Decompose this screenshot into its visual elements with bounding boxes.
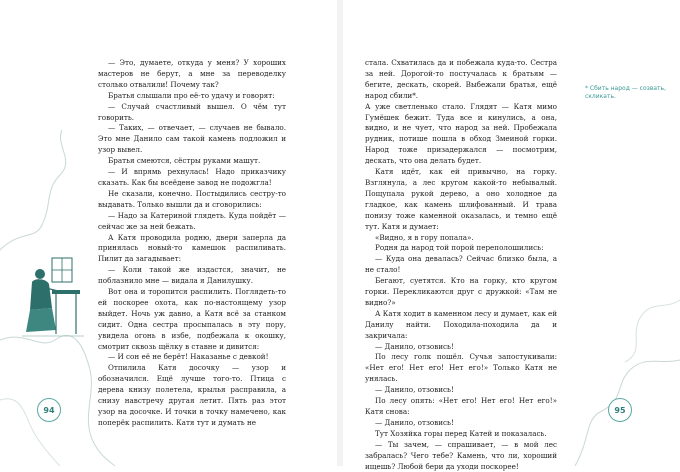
paragraph: — И впрямь рехнулась! Надо приказчику сказать. Как бы всеёдене завод не подожгла! <box>98 167 286 187</box>
paragraph: — Данило, отзовись! <box>375 385 454 395</box>
paragraph: Братья слышали про её-то удачу и говорят: <box>108 90 275 100</box>
paragraph: Родня да народ той порой переполошились: <box>375 243 544 253</box>
paragraph: — Надо за Катериной глядеть. Куда пойдёт — сейчас же за ней бежать. <box>98 210 286 231</box>
paragraph: — Данило, отзовись! <box>375 417 454 427</box>
paragraph: Не сказали, конечно. Постыдились сестру-то выдавать. Только вышли да и сговорились: <box>98 188 286 209</box>
paragraph: Братья смеются, сёстры руками машут. <box>108 156 261 166</box>
paragraph: Бегают, суетятся. Кто на горку, кто кругом горки. Перекликаются друг с дружкой: «Там не видно?» <box>365 276 557 307</box>
footnote-margin-note: * Сбить народ — созвать, скликать. <box>585 85 666 100</box>
paragraph: — Куда она девалась? Сейчас близко была, а не стало! <box>365 254 557 275</box>
paragraph: Вот она и торопится распилить. Поглядеть-то ей поскорее охота, как по-настоящему узор выйдет. Ночь уж давно, а Катя всё за станком сидит. Одна сестра просыпалась в эту пору, увидела огонь в избе, подбежала к окошку, смотрит сквозь щёлку в ставне и дивится: <box>98 287 286 351</box>
woman-at-stone-cutting-bench-illustration <box>22 238 84 346</box>
paragraph: По лесу голк пошёл. Сучья запостукивали: «Нет его! Нет его! Нет его!» Только Катя не унялась. <box>365 352 557 384</box>
gutter-shadow <box>337 0 343 466</box>
right-text-column <box>365 58 557 472</box>
left-wave-line-outer <box>0 130 66 250</box>
paragraph: — Данило, отзовись! <box>375 341 454 351</box>
paragraph: «Видно, я в гору попала». <box>375 232 474 242</box>
paragraph: Тут Хозяйка горы перед Катей и показалась. <box>375 428 547 438</box>
paragraph: — Это, думаете, откуда у меня? У хороших мастеров не берут, а мне за переводелку столько отвалили! Почему так? <box>98 58 286 89</box>
paragraph: — Коли такой же издастся, значит, не поблазнило мне — видала я Данилушку. <box>98 265 286 286</box>
paragraph: А уже светленько стало. Глядят — Катя мимо Гумёшек бежит. Туда все и кинулись, а она, видно, и не чует, что народ за ней. Пробежала рудник, потише пошла в обход Змеиной горки. Народ тоже призадержался — посмотрим, дескать, что она делать будет. <box>365 101 557 166</box>
left-text-column <box>98 58 286 429</box>
paragraph: А Катя проводила родню, двери заперла да принялась новый-то камешок распиливать. Пилит да загадывает: <box>98 232 286 264</box>
paragraph: — И сон её не берёт! Наказанье с девкой! <box>108 352 269 362</box>
paragraph: Катя идёт, как ей привычно, на горку. Взглянула, а лес кругом какой-то небывалый. Пощупала рукой дерево, а оно холодное да гладкое, как камень шлифованный. И трава понизу тоже каменной оказалась, и темно ещё тут. Катя и думает: <box>365 167 557 231</box>
paragraph: Отпилила Катя досочку — узор и обозначился. Ещё лучше того-то. Птица с дерева книзу полетела, крылья расправила, а снизу навстречу другая летит. Пять раз этот узор на досочке. И точки в точку намечено, как поперёк распилить. Катя тут и думать не <box>98 363 286 427</box>
paragraph: — Таких, — отвечает, — случаев не бывало. Это мне Данило сам такой камень подложил и узор вывел. <box>98 123 286 155</box>
paragraph: — Ты зачем, — спрашивает, — в мой лес забралась? Чего тебе? Камень, что ли, хороший ищешь? Любой бери да уходи поскорее! <box>365 439 557 471</box>
right-wave-line-inner <box>625 300 680 362</box>
paragraph: стала. Схватилась да и побежала куда-то. Сестра за ней. Дорогой-то постучалась к братьям — бегите, дескать, скорей. Выбежали братья, ещё народ сбили*. <box>365 58 557 100</box>
page-number-right: 95 <box>608 398 632 422</box>
paragraph: А Катя ходит в каменном лесу и думает, как ей Данилу найти. Походила-походила да и закричала: <box>365 308 557 340</box>
page-number-left: 94 <box>37 398 61 422</box>
paragraph: — Случай счастливый вышел. О чём тут говорить. <box>98 101 286 122</box>
paragraph: По лесу опять: «Нет его! Нет его! Нет его!» Катя снова: <box>365 396 557 416</box>
